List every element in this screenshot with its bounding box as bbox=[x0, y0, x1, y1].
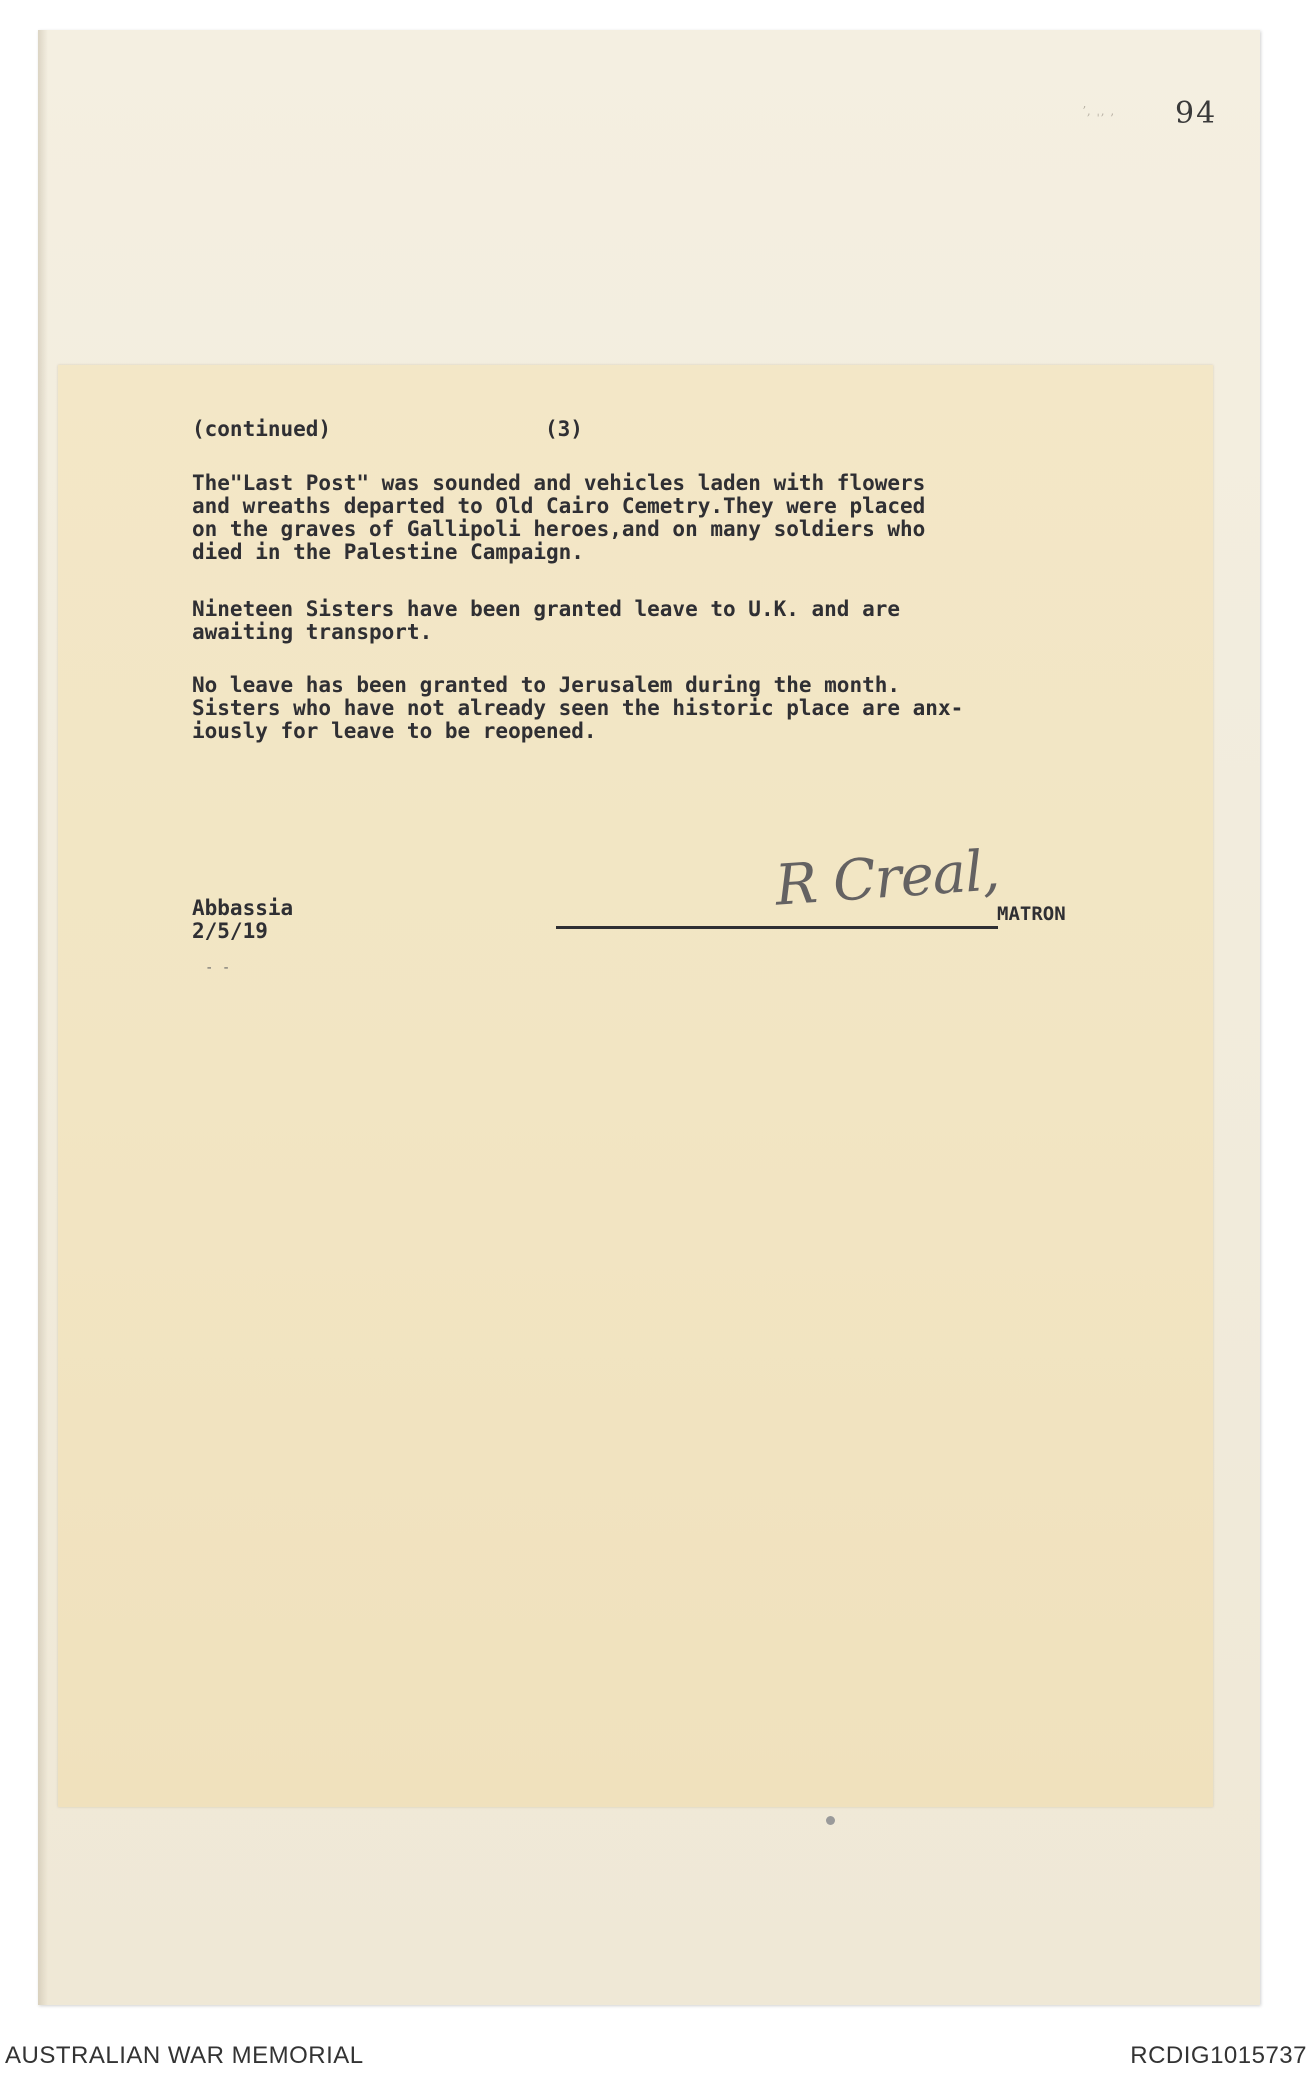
typed-dashes: - - bbox=[205, 960, 231, 976]
paragraph-jerusalem-leave: No leave has been granted to Jerusalem during the month. Sisters who have not already seen the historic place are anx- iously for leave to be reopened. bbox=[192, 673, 964, 743]
signatory-role: MATRON bbox=[997, 903, 1066, 925]
page-marker: (3) bbox=[545, 417, 583, 441]
paper-mark bbox=[826, 1816, 835, 1825]
handwritten-signature: R Creal, bbox=[773, 838, 1001, 919]
paragraph-leave-uk: Nineteen Sisters have been granted leave to U.K. and are awaiting transport. bbox=[192, 597, 901, 644]
continued-label: (continued) bbox=[192, 417, 332, 441]
footer-institution: AUSTRALIAN WAR MEMORIAL bbox=[5, 2042, 364, 2069]
folio-number: 94 bbox=[1175, 96, 1218, 131]
typed-letter-sheet bbox=[58, 365, 1213, 1807]
signature-line bbox=[556, 926, 998, 929]
folio-stamp: ʼ, ˌ, , bbox=[1082, 104, 1116, 118]
footer-record-id: RCDIG1015737 bbox=[1130, 2042, 1307, 2069]
letter-date: 2/5/19 bbox=[192, 919, 268, 943]
paragraph-last-post: The"Last Post" was sounded and vehicles laden with flowers and wreaths departed to Old Cairo Cemetry.They were placed on the graves of Gallipoli heroes,and on many soldiers who died in the Palestine Campaign. bbox=[192, 471, 926, 564]
place-name: Abbassia bbox=[192, 896, 294, 920]
